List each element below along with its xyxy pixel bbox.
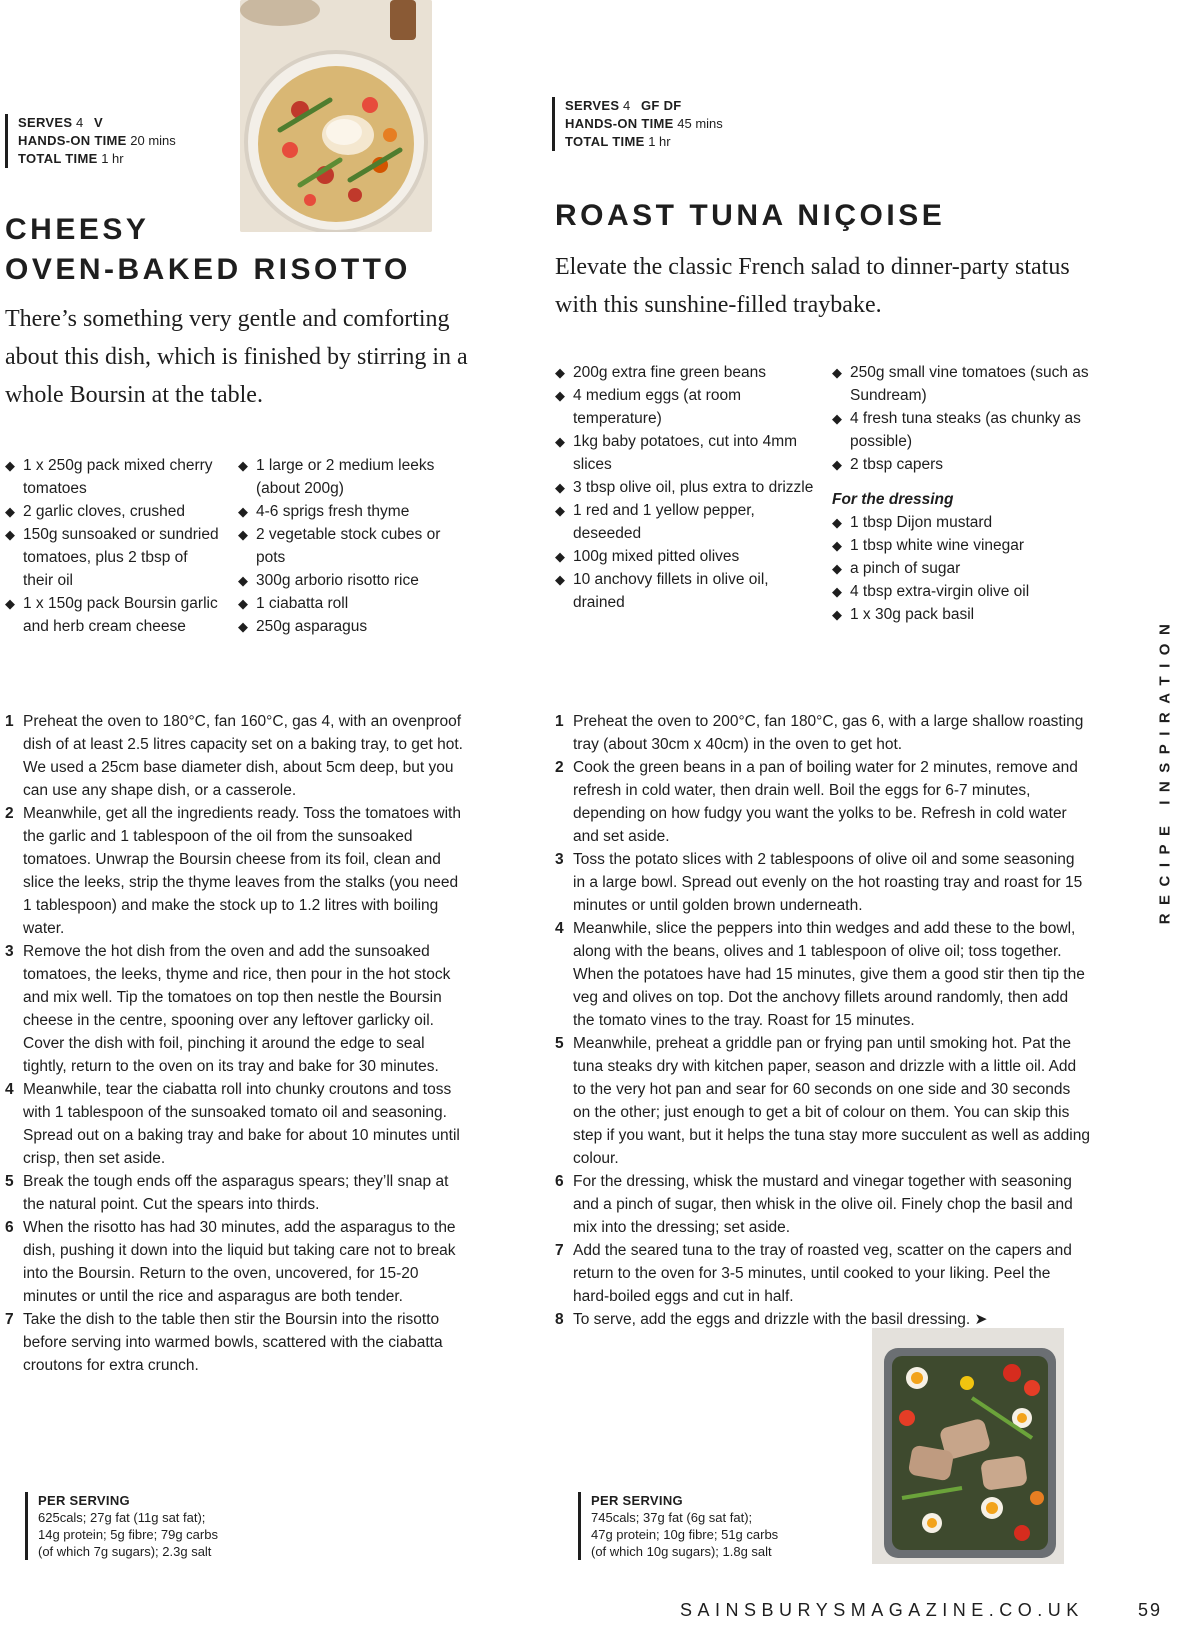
ingredient-item: ◆ 150g sunsoaked or sundried tomatoes, plus 2 tbsp of their oil: [5, 523, 220, 592]
step-text: Add the seared tuna to the tray of roasted veg, scatter on the capers and return to the oven for 3-5 minutes, until cooked to your liking. Peel the hard-boiled eggs and cut in half.: [573, 1242, 1072, 1305]
step-number: 2: [555, 759, 564, 776]
method-step: [555, 1170, 1090, 1239]
right-recipe-meta: [552, 97, 723, 151]
method-step: [555, 1239, 1090, 1308]
method-step: [5, 940, 465, 1078]
step-text: Meanwhile, slice the peppers into thin wedges and add these to the bowl, along with the beans, olives and 1 tablespoon of olive oil; toss together. When the potatoes have had 15 minutes, give them a good stir then tip the veg and olives on top. Dot the anchovy fillets around randomly, then add the tomato vines to the tray. Roast for 15 minutes.: [573, 920, 1085, 1029]
footer-website: SAINSBURYSMAGAZINE.CO.UK: [680, 1600, 1084, 1620]
nutrition-heading: PER SERVING: [591, 1493, 683, 1508]
step-number: 1: [555, 713, 564, 730]
serves-label: SERVES: [18, 115, 73, 130]
step-text: Remove the hot dish from the oven and add the sunsoaked tomatoes, the leeks, thyme and rice, then pour in the hot stock and mix well. Tip the tomatoes on top then nestle the Boursin cheese in the centre, spooning over any leftover garlicky oil. Cover the dish with foil, pinching it around the edge to seal tightly, return to the oven on its tray and bake for 30 minutes.: [23, 943, 451, 1075]
ingredient-item: ◆ 2 garlic cloves, crushed: [5, 500, 220, 523]
ingredient-item: ◆ 1 x 150g pack Boursin garlic and herb cream cheese: [5, 592, 220, 638]
nutrition-line: (of which 7g sugars); 2.3g salt: [38, 1544, 212, 1559]
total-time-value: 1 hr: [648, 134, 671, 149]
left-recipe-intro: There’s something very gentle and comforting about this dish, which is finished by stirring in a whole Boursin at the table.: [5, 306, 468, 408]
method-step: [5, 802, 465, 940]
ingredient-item: ◆ 1 large or 2 medium leeks (about 200g): [238, 454, 453, 500]
ingredient-item: ◆ a pinch of sugar: [832, 557, 1092, 580]
step-number: 2: [5, 805, 14, 822]
ingredient-item: ◆ 3 tbsp olive oil, plus extra to drizzle: [555, 476, 815, 499]
step-number: 7: [5, 1311, 14, 1328]
side-tab-label: RECIPE INSPIRATION: [1156, 615, 1174, 925]
step-number: 1: [5, 713, 14, 730]
hands-on-value: 20 mins: [130, 133, 176, 148]
left-ingredients-col2: [238, 454, 453, 638]
ingredient-item: ◆ 2 tbsp capers: [832, 453, 1092, 476]
step-text: Take the dish to the table then stir the Boursin into the risotto before serving into warmed bowls, scattered with the ciabatta croutons for extra crunch.: [23, 1311, 443, 1374]
method-step: [5, 1170, 465, 1216]
method-step: [555, 1032, 1090, 1170]
step-number: 7: [555, 1242, 564, 1259]
nutrition-line: 625cals; 27g fat (11g sat fat);: [38, 1510, 206, 1525]
step-number: 3: [555, 851, 564, 868]
right-ingredients-col1: [555, 361, 815, 614]
diet-badge: V: [94, 115, 103, 130]
nutrition-heading: PER SERVING: [38, 1493, 130, 1508]
right-nutrition: [578, 1492, 778, 1560]
ingredient-item: ◆ 1 tbsp white wine vinegar: [832, 534, 1092, 557]
step-text: Toss the potato slices with 2 tablespoons of olive oil and some seasoning in a large bowl. Spread out evenly on the hot roasting tray and roast for 15 minutes or until golden brown underneath.: [573, 851, 1083, 914]
title-line-2: OVEN-BAKED RISOTTO: [5, 253, 411, 286]
ingredient-item: ◆ 10 anchovy fillets in olive oil, drained: [555, 568, 815, 614]
right-recipe-intro: Elevate the classic French salad to dinner-party status with this sunshine-filled traybake.: [555, 254, 1070, 318]
step-number: 5: [555, 1035, 564, 1052]
nutrition-line: 47g protein; 10g fibre; 51g carbs: [591, 1527, 779, 1542]
step-text: Meanwhile, preheat a griddle pan or frying pan until smoking hot. Pat the tuna steaks dry with kitchen paper, season and drizzle with a little oil. Add to the very hot pan and sear for 60 seconds on one side and 30 seconds on the other; just enough to get a bit of colour on them. You can skip this step if you want, but it helps the tuna stay more succulent as well as adding colour.: [573, 1035, 1090, 1167]
dressing-items: [832, 511, 1092, 626]
left-method: [5, 710, 465, 1377]
nutrition-line: 745cals; 37g fat (6g sat fat);: [591, 1510, 753, 1525]
step-text: When the risotto has had 30 minutes, add the asparagus to the dish, pushing it down into the liquid but taking care not to break into the Boursin. Return to the oven, uncovered, for 15-20 minutes or until the rice and asparagus are both tender.: [23, 1219, 456, 1305]
right-recipe-title: ROAST TUNA NIÇOISE: [555, 199, 946, 232]
step-number: 6: [5, 1219, 14, 1236]
method-step: [5, 1078, 465, 1170]
right-ingredients-col2: [832, 361, 1092, 476]
step-number: 4: [5, 1081, 14, 1098]
total-time-value: 1 hr: [101, 151, 124, 166]
step-text: For the dressing, whisk the mustard and vinegar together with seasoning and a pinch of sugar, then whisk in the olive oil. Finely chop the basil and mix into the dressing; set aside.: [573, 1173, 1073, 1236]
method-step: [5, 710, 465, 802]
ingredient-item: ◆ 1 ciabatta roll: [238, 592, 453, 615]
step-number: 6: [555, 1173, 564, 1190]
step-text: Meanwhile, get all the ingredients ready. Toss the tomatoes with the garlic and 1 tablespoon of the oil from the sunsoaked tomatoes. Unwrap the Boursin cheese from its foil, clean and slice the leeks, strip the thyme leaves from the stalks (you need 1 tablespoon) and make the stock up to 1.2 litres with boiling water.: [23, 805, 461, 937]
step-number: 8: [555, 1311, 564, 1328]
left-ingredients-col1: [5, 454, 220, 638]
step-number: 5: [5, 1173, 14, 1190]
title-line-1: CHEESY: [5, 213, 150, 246]
serves-value: 4: [75, 115, 84, 130]
ingredient-item: ◆ 200g extra fine green beans: [555, 361, 815, 384]
ingredient-item: ◆ 1 x 30g pack basil: [832, 603, 1092, 626]
step-text: Break the tough ends off the asparagus spears; they’ll snap at the natural point. Cut the spears into thirds.: [23, 1173, 449, 1213]
hands-on-value: 45 mins: [677, 116, 723, 131]
total-time-label: TOTAL TIME: [18, 151, 98, 166]
ingredient-item: ◆ 1kg baby potatoes, cut into 4mm slices: [555, 430, 815, 476]
ingredient-item: ◆ 1 x 250g pack mixed cherry tomatoes: [5, 454, 220, 500]
method-step: [555, 917, 1090, 1032]
serves-value: 4: [622, 98, 631, 113]
page-number: 59: [1138, 1600, 1163, 1620]
ingredient-item: ◆ 300g arborio risotto rice: [238, 569, 453, 592]
hands-on-label: HANDS-ON TIME: [18, 133, 127, 148]
ingredient-item: ◆ 250g asparagus: [238, 615, 453, 638]
step-text: Meanwhile, tear the ciabatta roll into chunky croutons and toss with 1 tablespoon of the sunsoaked tomato oil and seasoning. Spread out on a baking tray and bake for about 10 minutes until crisp, then set aside.: [23, 1081, 460, 1167]
serves-label: SERVES: [565, 98, 620, 113]
hands-on-label: HANDS-ON TIME: [565, 116, 674, 131]
ingredient-item: ◆ 4 tbsp extra-virgin olive oil: [832, 580, 1092, 603]
right-method: [555, 710, 1090, 1331]
dressing-heading: For the dressing: [832, 491, 954, 508]
ingredient-item: ◆ 1 tbsp Dijon mustard: [832, 511, 1092, 534]
tuna-nicoise-photo: [872, 1328, 1064, 1564]
left-recipe-meta: [5, 114, 176, 168]
step-text: Cook the green beans in a pan of boiling water for 2 minutes, remove and refresh in cold water, then drain well. Boil the eggs for 6-7 minutes, depending on how fudgy you want the yolks to be. Refresh in cold water and set aside.: [573, 759, 1078, 845]
method-step: [555, 756, 1090, 848]
total-time-label: TOTAL TIME: [565, 134, 645, 149]
step-number: 3: [5, 943, 14, 960]
ingredient-item: ◆ 250g small vine tomatoes (such as Sundream): [832, 361, 1092, 407]
step-text: Preheat the oven to 200°C, fan 180°C, gas 6, with a large shallow roasting tray (about 30cm x 40cm) in the oven to get hot.: [573, 713, 1084, 753]
dressing-list: [832, 488, 1092, 511]
ingredient-item: ◆ 1 red and 1 yellow pepper, deseeded: [555, 499, 815, 545]
method-step: [555, 710, 1090, 756]
left-recipe-title: [5, 210, 411, 290]
ingredient-item: ◆ 4-6 sprigs fresh thyme: [238, 500, 453, 523]
method-step: [5, 1216, 465, 1308]
diet-badge: GF DF: [641, 98, 682, 113]
ingredient-item: ◆ 4 fresh tuna steaks (as chunky as possible): [832, 407, 1092, 453]
section-side-tab: [1150, 590, 1180, 950]
ingredient-item: ◆ 4 medium eggs (at room temperature): [555, 384, 815, 430]
method-step: [555, 848, 1090, 917]
right-ingredients-col2-wrap: [832, 361, 1092, 626]
step-text: Preheat the oven to 180°C, fan 160°C, gas 4, with an ovenproof dish of at least 2.5 litres capacity set on a baking tray, to get hot. We used a 25cm base diameter dish, about 5cm deep, but you can use any shape dish, or a casserole.: [23, 713, 463, 799]
step-number: 4: [555, 920, 564, 937]
risotto-photo: [240, 0, 432, 232]
step-text: To serve, add the eggs and drizzle with the basil dressing. ➤: [573, 1311, 988, 1328]
nutrition-line: 14g protein; 5g fibre; 79g carbs: [38, 1527, 218, 1542]
method-step: [5, 1308, 465, 1377]
ingredient-item: ◆ 100g mixed pitted olives: [555, 545, 815, 568]
nutrition-line: (of which 10g sugars); 1.8g salt: [591, 1544, 772, 1559]
left-nutrition: [25, 1492, 218, 1560]
ingredient-item: ◆ 2 vegetable stock cubes or pots: [238, 523, 453, 569]
